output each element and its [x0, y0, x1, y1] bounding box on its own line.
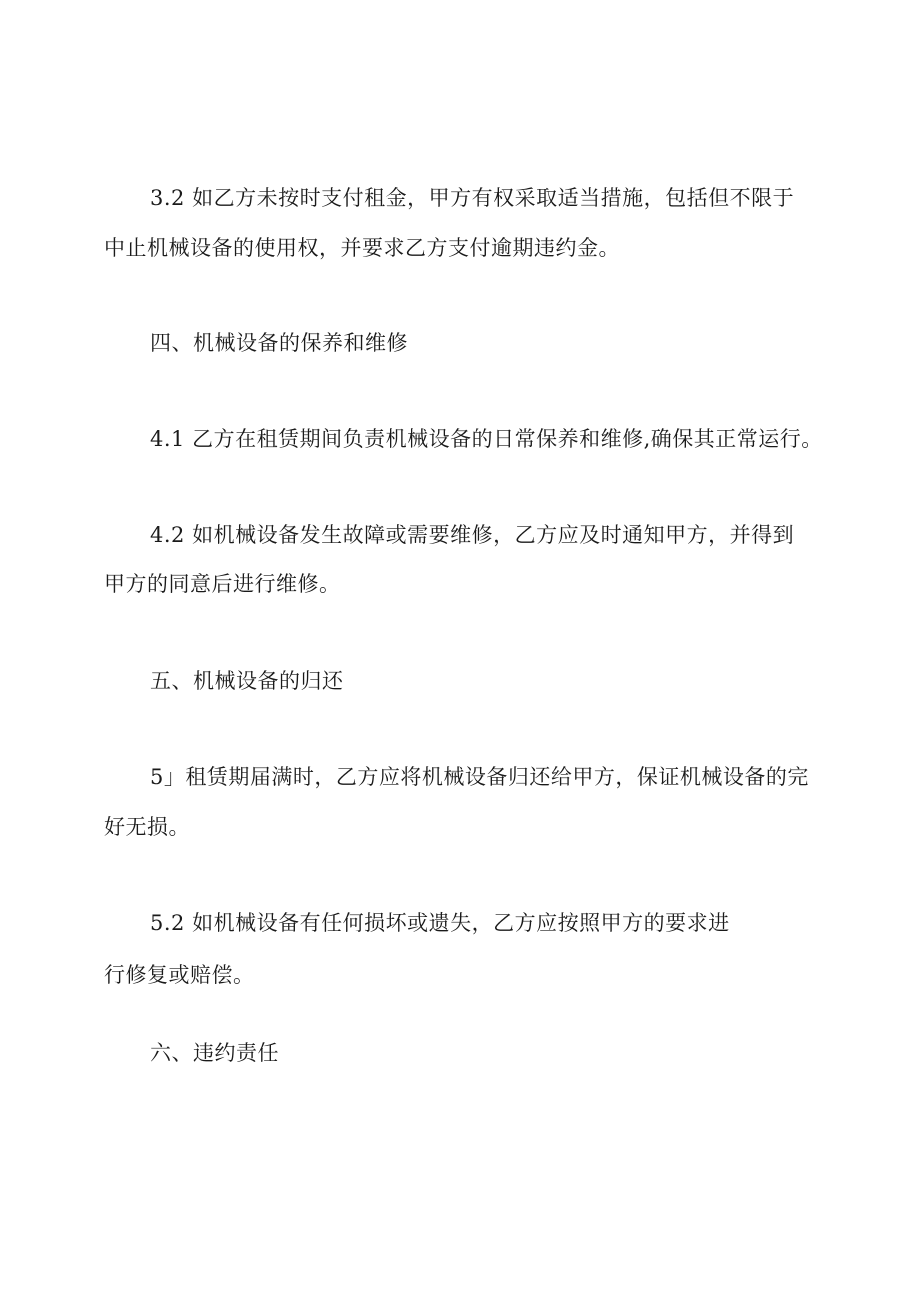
clause-4-1-line-1: 4.1 乙方在租赁期间负责机械设备的日常保养和维修,确保其正常运行。	[150, 427, 823, 451]
clause-4-2-line-1: 4.2 如机械设备发生故障或需要维修，乙方应及时通知甲方，并得到	[150, 523, 795, 547]
clause-5-1-line-1: 5」租赁期届满时，乙方应将机械设备归还给甲方，保证机械设备的完	[150, 765, 809, 789]
clause-5-2-line-2: 行修复或赔偿。	[104, 963, 255, 987]
clause-3-2-line-2: 中止机械设备的使用权，并要求乙方支付逾期违约金。	[104, 236, 620, 260]
section-5-heading: 五、机械设备的归还	[150, 669, 344, 693]
section-4-heading: 四、机械设备的保养和维修	[150, 331, 408, 355]
clause-5-1-line-2: 好无损。	[104, 815, 190, 839]
section-6-heading: 六、违约责任	[150, 1041, 279, 1065]
clause-5-2-line-1: 5.2 如机械设备有任何损坏或遗失，乙方应按照甲方的要求进	[150, 911, 730, 935]
clause-4-2-line-2: 甲方的同意后进行维修。	[104, 572, 341, 596]
clause-3-2-line-1: 3.2 如乙方未按时支付租金，甲方有权采取适当措施，包括但不限于	[150, 186, 795, 210]
